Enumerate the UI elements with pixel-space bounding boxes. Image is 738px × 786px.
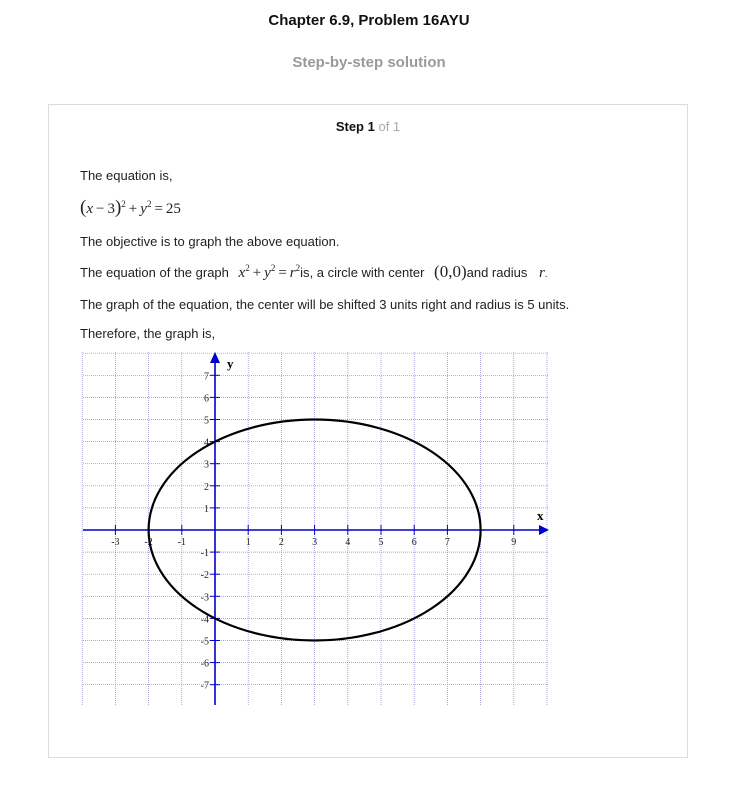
y-tick-label: -4 [200, 614, 209, 626]
x-tick-label: -1 [177, 537, 186, 548]
x-tick-label: 9 [511, 537, 517, 548]
y-tick-label: 7 [204, 371, 209, 383]
radius-var: r [538, 265, 545, 281]
x-tick-label: 2 [278, 537, 284, 548]
y-tick-label: -3 [200, 592, 209, 604]
circle-text-middle: is, a circle with center [300, 265, 425, 280]
therefore-text: Therefore, the graph is, [80, 326, 216, 341]
eq-exp-1: 2 [121, 199, 126, 209]
y-tick-label: 3 [204, 459, 209, 471]
y-tick-label: -2 [200, 570, 209, 582]
x-tick-label: 3 [312, 537, 318, 548]
step-total: of 1 [378, 119, 401, 134]
y-tick-label: 1 [204, 503, 209, 515]
eq-exp-2: 2 [146, 199, 152, 209]
eq-var-x: x [86, 201, 93, 217]
y-tick-label: 4 [204, 437, 209, 449]
x-axis-arrow [539, 525, 549, 535]
y-axis-label: y [227, 356, 234, 371]
y-tick-label: -7 [200, 680, 209, 692]
y-tick-label: 2 [204, 481, 209, 493]
circle-text-before: The equation of the graph [80, 265, 229, 280]
ge-x: x [238, 265, 246, 281]
x-tick-label: -2 [144, 537, 153, 548]
page-title: Chapter 6.9, Problem 16AYU [268, 12, 470, 29]
shift-text: The graph of the equation, the center will be shifted 3 units right and radius is 5 units. [80, 297, 570, 312]
ge-exp-r: 2 [295, 263, 301, 273]
circle-text-after: and radius [466, 265, 528, 280]
y-tick-label: -1 [200, 548, 209, 560]
x-tick-label: 5 [378, 537, 384, 548]
x-tick-label: 1 [245, 537, 251, 548]
circle-period: . [544, 269, 548, 280]
x-tick-label: -3 [111, 537, 120, 548]
eq-shift: 3 [107, 201, 115, 217]
ge-y: y [264, 265, 271, 281]
y-axis-arrow [210, 352, 220, 363]
x-tick-label: 4 [345, 537, 351, 548]
x-axis-label: x [537, 508, 544, 523]
solution-subtitle: Step-by-step solution [292, 54, 446, 71]
main-equation: $(x - 3)^2 + y^2 = 25$ [80, 197, 181, 218]
ge-exp-y: 2 [270, 263, 276, 273]
x-tick-label: 7 [444, 537, 450, 548]
general-circle-equation: $x^2 + y^2 = r^2$ [238, 263, 301, 281]
y-tick-label: 5 [204, 415, 209, 427]
y-tick-label: -5 [200, 636, 209, 648]
center-point: (0,0) [434, 262, 467, 281]
eq-rhs: 25 [165, 201, 181, 217]
ge-r: r [289, 265, 296, 281]
intro-text: The equation is, [80, 168, 173, 183]
x-tick-label: 6 [411, 537, 417, 548]
y-tick-label: -6 [200, 658, 209, 670]
objective-text: The objective is to graph the above equation. [80, 234, 340, 249]
step-current: Step 1 [335, 119, 375, 134]
ge-exp-x: 2 [245, 263, 250, 273]
y-tick-label: 6 [204, 393, 209, 405]
eq-var-y: y [140, 201, 147, 217]
